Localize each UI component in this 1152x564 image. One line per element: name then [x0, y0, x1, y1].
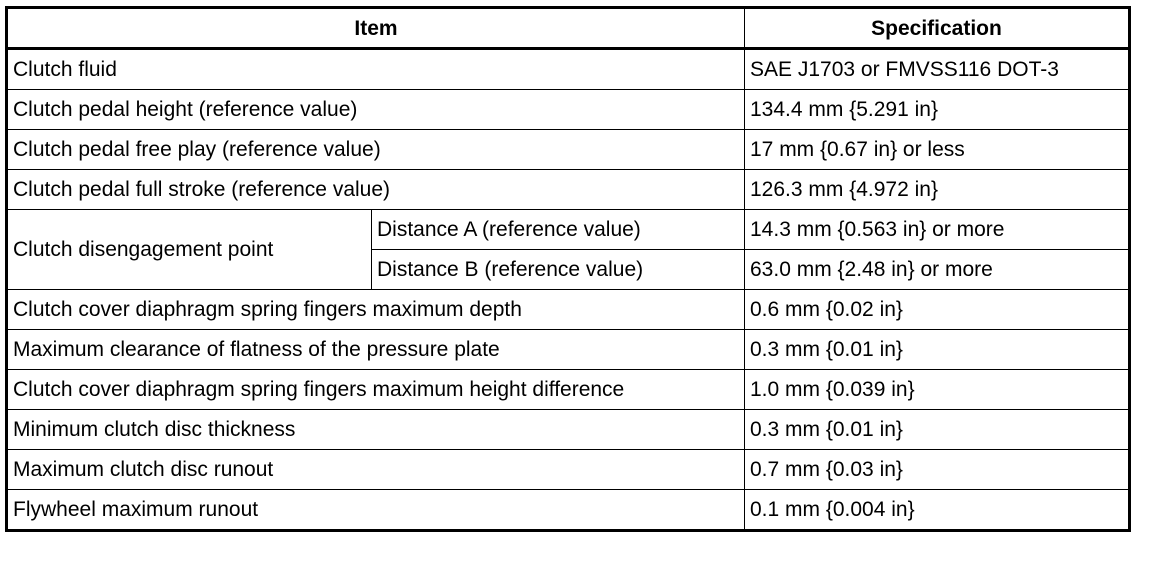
- table-row: [7, 410, 1130, 450]
- spec-cell: SAE J1703 or FMVSS116 DOT-3: [745, 49, 1130, 90]
- spec-cell: 14.3 mm {0.563 in} or more: [745, 210, 1130, 250]
- item-cell: Maximum clearance of flatness of the pressure plate: [7, 330, 745, 370]
- item-cell: Clutch pedal free play (reference value): [7, 130, 745, 170]
- table-row: [7, 90, 1130, 130]
- item-cell: Minimum clutch disc thickness: [7, 410, 745, 450]
- item-cell: Maximum clutch disc runout: [7, 450, 745, 490]
- table-row: [7, 450, 1130, 490]
- spec-cell: 0.7 mm {0.03 in}: [745, 450, 1130, 490]
- table-row: [7, 330, 1130, 370]
- specification-table: [5, 6, 1131, 532]
- item-column-header: Item: [7, 8, 745, 49]
- item-cell: Flywheel maximum runout: [7, 490, 745, 531]
- table-header-row: [7, 8, 1130, 49]
- item-cell: Clutch cover diaphragm spring fingers maximum depth: [7, 290, 745, 330]
- specification-column-header: Specification: [745, 8, 1130, 49]
- sub-item-cell: Distance B (reference value): [372, 250, 745, 290]
- spec-cell: 0.1 mm {0.004 in}: [745, 490, 1130, 531]
- spec-cell: 1.0 mm {0.039 in}: [745, 370, 1130, 410]
- item-cell: Clutch pedal height (reference value): [7, 90, 745, 130]
- spec-cell: 0.6 mm {0.02 in}: [745, 290, 1130, 330]
- table-row: [7, 170, 1130, 210]
- spec-cell: 0.3 mm {0.01 in}: [745, 330, 1130, 370]
- table-row: [7, 490, 1130, 531]
- item-cell: Clutch fluid: [7, 49, 745, 90]
- spec-cell: 126.3 mm {4.972 in}: [745, 170, 1130, 210]
- table-row: [7, 290, 1130, 330]
- sub-item-cell: Distance A (reference value): [372, 210, 745, 250]
- spec-cell: 134.4 mm {5.291 in}: [745, 90, 1130, 130]
- disengagement-item-cell: Clutch disengagement point: [7, 210, 372, 290]
- table-row: [7, 210, 1130, 250]
- spec-cell: 0.3 mm {0.01 in}: [745, 410, 1130, 450]
- table-row: [7, 370, 1130, 410]
- table-row: [7, 49, 1130, 90]
- item-cell: Clutch pedal full stroke (reference value): [7, 170, 745, 210]
- item-cell: Clutch cover diaphragm spring fingers maximum height difference: [7, 370, 745, 410]
- spec-cell: 63.0 mm {2.48 in} or more: [745, 250, 1130, 290]
- spec-cell: 17 mm {0.67 in} or less: [745, 130, 1130, 170]
- table-row: [7, 130, 1130, 170]
